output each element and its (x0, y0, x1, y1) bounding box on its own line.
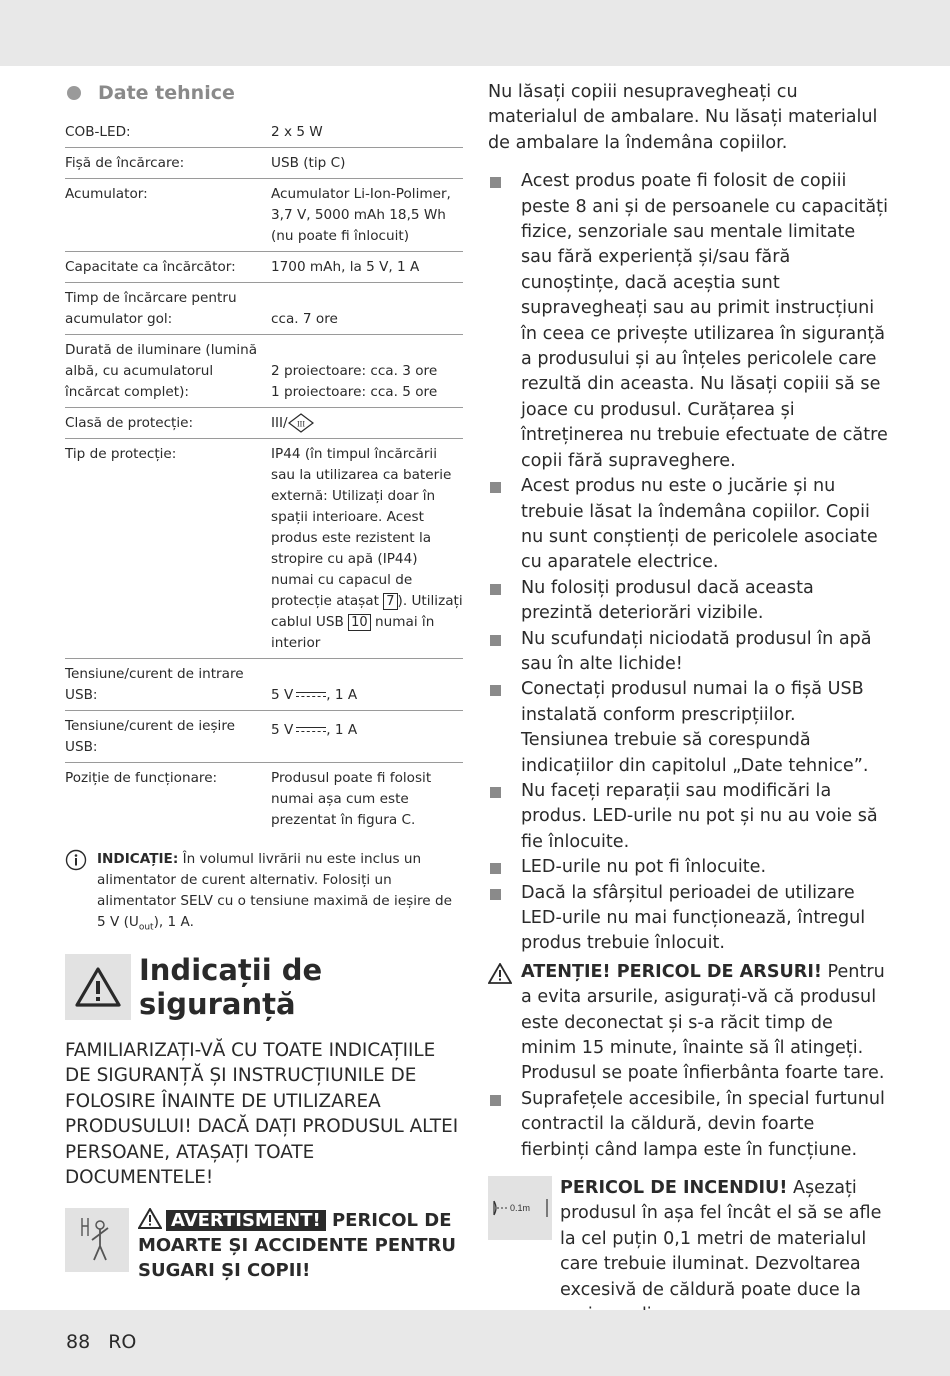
page-number: 88 (66, 1331, 91, 1353)
safety-list-2 (488, 1087, 888, 1163)
safety-title: Indicații de siguranță (139, 952, 323, 1021)
table-row (65, 335, 463, 408)
table-row (65, 659, 463, 711)
table-row (65, 283, 463, 335)
note-subscript: out (138, 922, 154, 933)
child-warning-box (65, 1208, 129, 1272)
spec-key: Tip de protecție: (65, 446, 177, 462)
list-item: Dacă la sfârșitul perioadei de utilizare LED-urile nu mai funcționează, întregul produs trebuie înlocuit. (488, 881, 888, 957)
distance-icon-box (488, 1176, 552, 1240)
burn-warning (488, 960, 888, 1087)
spec-value (271, 659, 463, 711)
protection-class-text: III/ (271, 415, 288, 431)
language-code: RO (108, 1331, 137, 1353)
warning-body: PERICOL DE MOARTE ȘI ACCIDENTE PENTRU SUGARI ȘI COPII! (138, 1209, 456, 1281)
table-row (65, 252, 463, 283)
table-row (65, 763, 463, 836)
spec-key: Acumulator: (65, 186, 148, 202)
note-label: INDICAȚIE: (97, 851, 179, 867)
spec-value (271, 439, 463, 659)
dc-symbol-icon (296, 726, 326, 734)
table-row (65, 439, 463, 659)
tech-data-table (65, 117, 463, 835)
table-row (65, 179, 463, 252)
list-item: Nu faceți reparații sau modificări la produs. LED-urile nu pot și nu au voie să fie înlocuite. (488, 779, 888, 855)
dc-symbol-icon (296, 691, 326, 699)
section-bullet-icon (67, 86, 81, 100)
spec-key: Timp de încărcare pentru acumulator gol: (65, 290, 237, 327)
spec-value: USB (tip C) (271, 155, 346, 171)
spec-value: Produsul poate fi folosit numai așa cum este prezentat în figura C. (271, 770, 432, 828)
table-row (65, 711, 463, 763)
spec-value (271, 711, 463, 763)
warning-triangle-icon (74, 966, 122, 1008)
spec-text: , 1 A (326, 722, 358, 738)
right-column (488, 80, 888, 1329)
protection-class-symbol: III (296, 419, 305, 429)
tech-data-heading (65, 80, 463, 106)
part-number-box: 7 (383, 593, 397, 610)
safety-list (488, 169, 888, 957)
fire-warning-body: Așezați produsul în așa fel încât el să se afle la cel puțin 0,1 metri de materialul care trebuie iluminat. Dezvoltarea excesivă de căldură poate duce la (560, 1178, 882, 1300)
left-column (65, 80, 463, 1283)
list-item: Acest produs poate fi folosit de copiii peste 8 ani și de persoanele cu capacități fizice, senzoriale sau mentale limitate sau fără experiență și/sau fără cunoștințe, dacă aceștia sunt supravegheați sau au primit instrucțiuni în ceea ce privește utilizarea în siguranță a produsului și au înțeles pericolele care rezultă din aceasta. Nu lăsați copiii să se joace cu produsul. Curățarea și întreținerea nu trebuie efectuate de către copii fără supraveghere. (488, 169, 888, 474)
spec-key: Clasă de protecție: (65, 415, 194, 431)
spec-value (271, 335, 463, 408)
safety-heading (65, 953, 463, 1021)
table-row (65, 408, 463, 439)
packaging-warning: Nu lăsați copiii nesupravegheați cu materialul de ambalare. Nu lăsați materialul de ambalare la îndemâna copiilor. (488, 82, 878, 153)
spec-key: Poziție de funcționare: (65, 770, 218, 786)
info-icon (65, 849, 87, 871)
spec-text: 5 V (271, 722, 294, 738)
spec-text: IP44 (în timpul încărcării sau la utilizarea ca baterie externă: Utilizați doar în spații interioare. Acest produs este rezistent la stropire cu apă (IP44) numai cu capacul de protecție atașat (271, 446, 452, 609)
note-block (65, 849, 463, 939)
spec-value-line: 2 proiectoare: cca. 3 ore (271, 363, 438, 379)
spec-text: , 1 A (326, 687, 358, 703)
spec-value: Acumulator Li-Ion-Polimer, 3,7 V, 5000 mAh 18,5 Wh (nu poate fi înlocuit) (271, 186, 451, 244)
top-band (0, 0, 950, 66)
warning-triangle-box (65, 954, 131, 1020)
list-item: Conectați produsul numai la o fișă USB instalată conform prescripțiilor. Tensiunea trebuie să corespundă indicațiilor din capitolul „Date tehnice”. (488, 677, 888, 779)
table-row (65, 117, 463, 148)
list-item: Acest produs nu este o jucărie și nu trebuie lăsat la îndemâna copiilor. Copii nu sunt conștienți de pericolele asociate cu aparatele electrice. (488, 474, 888, 576)
tech-data-title: Date tehnice (98, 82, 235, 104)
burn-warning-label: ATENȚIE! PERICOL DE ARSURI! (521, 961, 822, 982)
note-body: În volumul livrării nu este inclus un alimentator de curent alternativ. Folosiți un alimentator SELV cu o tensiune maximă de ieșire de 5 V (U (97, 851, 452, 930)
spec-key: Tensiune/curent de ieșire USB: (65, 718, 235, 755)
warning-triangle-icon (138, 1208, 162, 1229)
page-footer (66, 1331, 148, 1353)
spec-text: numai în interior (271, 614, 435, 651)
spec-text: 5 V (271, 687, 294, 703)
note-body-end: ), 1 A. (153, 914, 194, 930)
spec-text: ). Utilizați cablul USB (271, 593, 463, 630)
spec-value (271, 408, 463, 439)
list-item: Nu folosiți produsul dacă aceasta prezintă deteriorări vizibile. (488, 576, 888, 627)
min-distance-icon (490, 1193, 550, 1223)
spec-value: 2 x 5 W (271, 124, 323, 140)
table-row (65, 148, 463, 179)
burn-warning-text: Pentru a evita arsurile, asigurați-vă că produsul este deconectat și s-a răcit timp de minim 15 minute, înainte să îl atingeți. Produsul se poate înfierbânta foarte tare. (521, 961, 885, 1084)
warning-triangle-icon (488, 963, 512, 984)
warning-label: AVERTISMENT! (166, 1210, 326, 1231)
distance-label: 0.1m (510, 1203, 531, 1214)
spec-key: Durată de iluminare (lumină albă, cu acumulatorul încărcat complet): (65, 342, 258, 400)
fire-warning-text (560, 1176, 888, 1328)
warning-children-block (65, 1208, 463, 1283)
spec-value: cca. 7 ore (271, 311, 338, 327)
spec-key: Capacitate ca încărcător: (65, 259, 236, 275)
list-item: Suprafețele accesibile, în special furtunul contractil la căldură, devin foarte fierbinți când lampa este în funcțiune. (488, 1087, 888, 1163)
child-hazard-icon (74, 1214, 120, 1266)
spec-key: COB-LED: (65, 124, 131, 140)
protection-class-iii-icon (288, 413, 314, 433)
list-item: LED-urile nu pot fi înlocuite. (488, 855, 888, 880)
spec-key: Tensiune/curent de intrare USB: (65, 666, 244, 703)
warning-children-text (138, 1208, 463, 1283)
safety-intro: FAMILIARIZAȚI-VĂ CU TOATE INDICAȚIILE DE SIGURANȚĂ ȘI INSTRUCȚIUNILE DE FOLOSIRE ÎNAINTE DE UTILIZAREA PRODUSULUI! DACĂ DAȚI PRODUSUL ALTEI PERSOANE, ATAȘAȚI TOATE DOCUMENTELE! (65, 1039, 459, 1189)
list-item: Nu scufundați niciodată produsul în apă sau în alte lichide! (488, 627, 888, 678)
spec-value: 1700 mAh, la 5 V, 1 A (271, 259, 420, 275)
note-text (97, 849, 463, 939)
part-number-box: 10 (348, 614, 371, 631)
fire-warning (488, 1176, 888, 1328)
spec-key: Fișă de încărcare: (65, 155, 185, 171)
spec-value-line: 1 proiectoare: cca. 5 ore (271, 384, 438, 400)
fire-warning-label: PERICOL DE INCENDIU! (560, 1178, 788, 1199)
